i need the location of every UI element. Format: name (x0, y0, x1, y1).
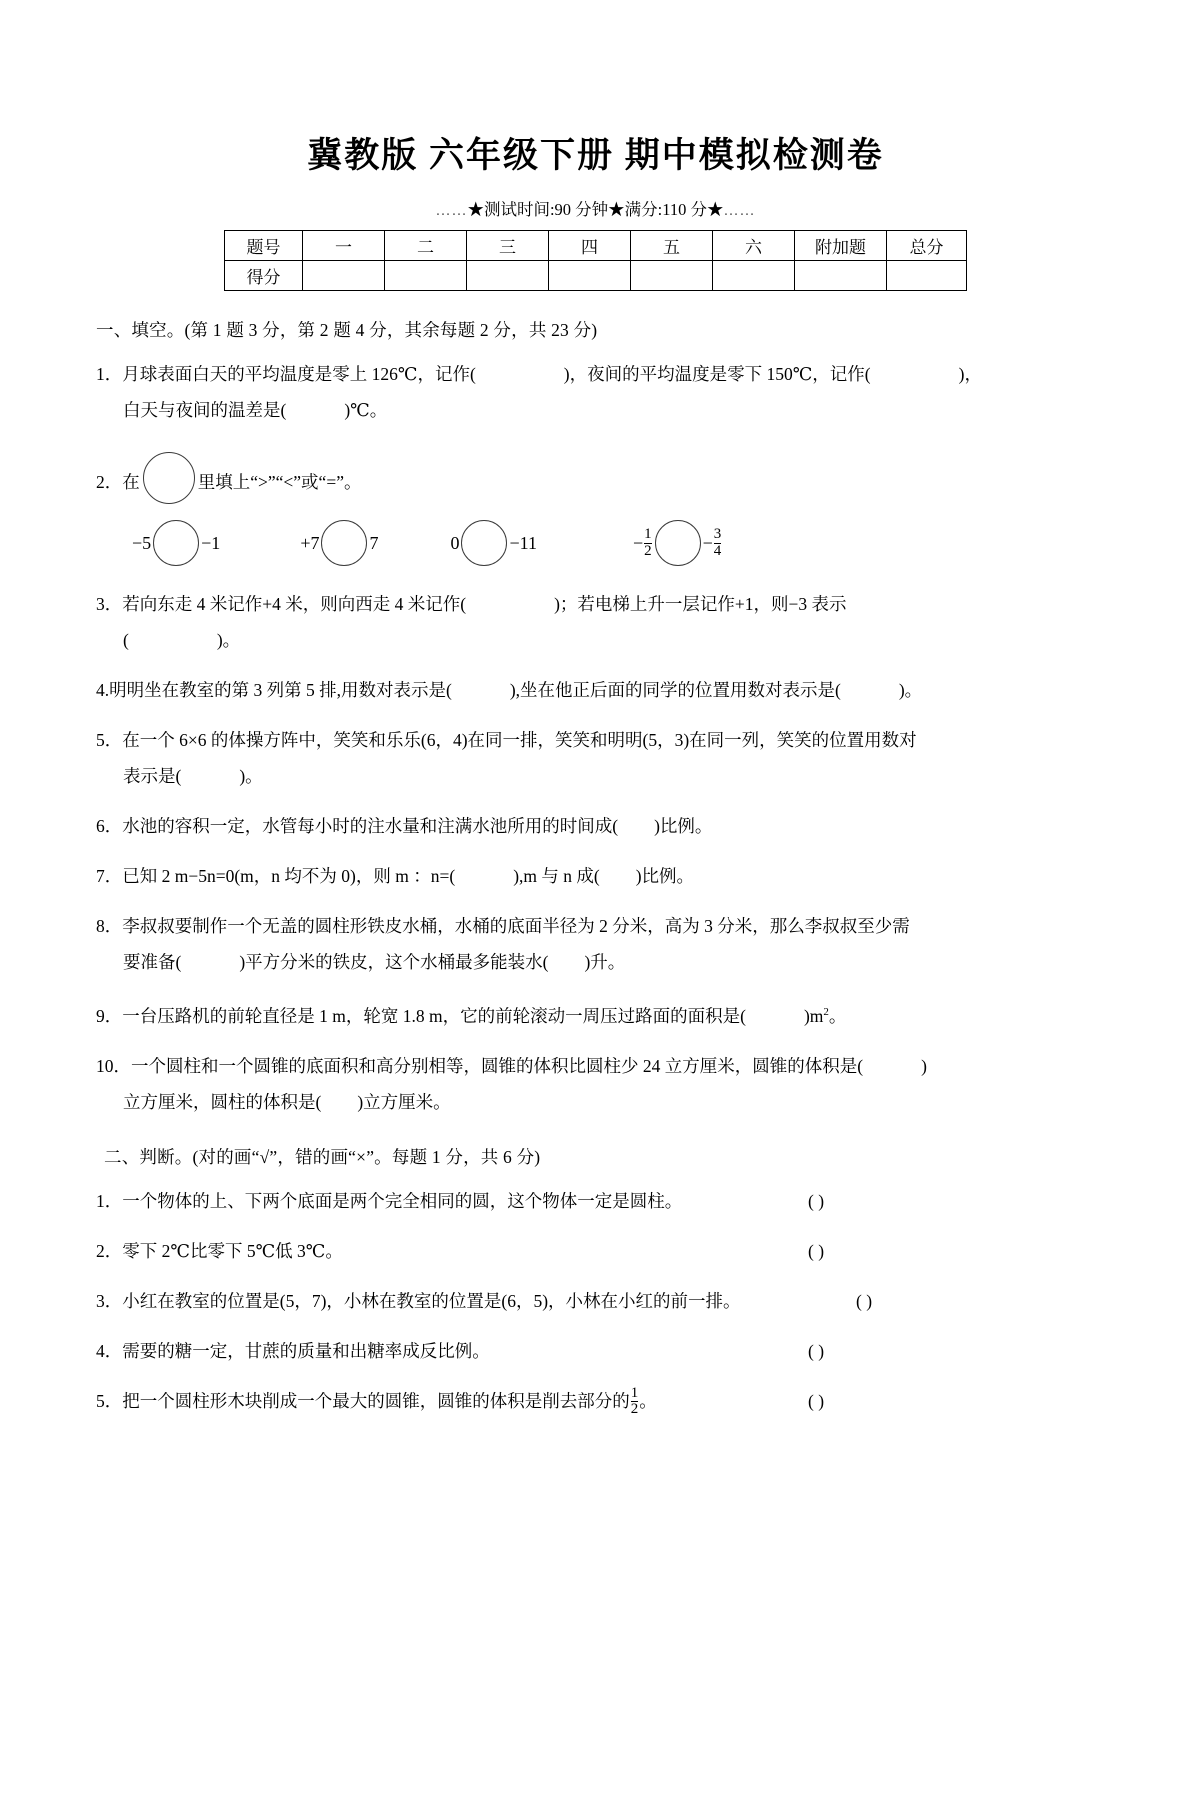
q5-number: 5． (96, 730, 123, 750)
score-cell-6[interactable] (713, 261, 795, 291)
j2-answer-box[interactable]: ( ) (808, 1240, 825, 1261)
q9-text-a: 一台压路机的前轮直径是 1 m，轮宽 1.8 m，它的前轮滚动一周压过路面的面积是( (122, 1005, 746, 1026)
q5-text-a: 在一个 6×6 的体操方阵中，笑笑和乐乐(6，4)在同一排，笑笑和明明(5，3)在同一列，笑笑的位置用数对 (122, 730, 917, 750)
table-row-headers (225, 231, 967, 261)
q4-text-b: ),坐在他正后面的同学的位置用数对表示是( (509, 680, 841, 700)
compare-item-4 (633, 520, 722, 566)
judge-question-4 (96, 1333, 1095, 1369)
score-cell-1[interactable] (303, 261, 385, 291)
compare-4-left-numerator: 1 (644, 526, 652, 543)
q1-text-a: 月球表面白天的平均温度是零上 126℃，记作( (122, 364, 476, 384)
q6-text-b: )比例。 (654, 816, 713, 836)
q7-number: 7． (96, 866, 123, 886)
j2-text: 零下 2℃比零下 5℃低 3℃。 (122, 1240, 343, 1261)
q6-number: 6． (96, 816, 123, 836)
fill-question-7 (96, 858, 1095, 894)
score-table-col-2: 二 (385, 231, 467, 261)
q10-text-c: 立方厘米，圆柱的体积是( (123, 1091, 322, 1112)
compare-3-left: 0 (450, 533, 460, 553)
score-cell-total[interactable] (887, 261, 967, 291)
j2-number: 2． (96, 1240, 123, 1261)
q6-text-a: 水池的容积一定，水管每小时的注水量和注满水池所用的时间成( (122, 816, 619, 836)
fill-question-4 (96, 672, 1095, 708)
q7-text-c: )比例。 (635, 866, 695, 886)
q9-text-b: )m (803, 1005, 824, 1026)
q8-line-2 (123, 944, 1095, 980)
compare-4-right-denominator: 4 (713, 542, 722, 559)
q9-number: 9． (96, 1005, 123, 1026)
section-2-heading: 二、判断。(对的画“√”，错的画“×”。每题 1 分，共 6 分) (104, 1146, 541, 1167)
q1-text-e: )℃。 (344, 400, 388, 420)
j5-fraction-denominator: 2 (630, 1401, 639, 1418)
compare-1-right: −1 (201, 533, 221, 553)
q3-text-d: )。 (216, 630, 241, 650)
j5-text-b: 。 (639, 1390, 657, 1411)
j5-fraction (631, 1386, 639, 1418)
judge-question-2 (96, 1233, 1095, 1269)
fill-question-3 (96, 586, 1095, 658)
compare-item-3 (450, 520, 536, 566)
score-table-label-1: 得分 (225, 261, 303, 291)
q3-line-2 (123, 622, 1095, 658)
q8-text-c: )平方分米的铁皮，这个水桶最多能装水( (239, 952, 549, 972)
compare-circle-4[interactable] (655, 520, 701, 566)
score-table-col-3: 三 (467, 231, 549, 261)
q3-text-c: ( (123, 630, 129, 650)
j3-text: 小红在教室的位置是(5，7)，小林在教室的位置是(6，5)，小林在小红的前一排。 (122, 1290, 741, 1311)
fill-question-1 (96, 356, 1095, 428)
compare-4-right-sign: − (702, 533, 713, 553)
exam-meta-line (0, 196, 1191, 220)
compare-4-left-sign: − (632, 533, 644, 553)
compare-1-left: −5 (132, 533, 152, 553)
q1-line-2 (123, 392, 1095, 428)
table-row-scores (225, 261, 967, 291)
q3-text-b: )；若电梯上升一层记作+1，则−3 表示 (554, 594, 847, 614)
compare-row (132, 520, 1095, 566)
score-cell-5[interactable] (631, 261, 713, 291)
j5-text-a: 把一个圆柱形木块削成一个最大的圆锥，圆锥的体积是削去部分的 (122, 1390, 630, 1411)
page-title: 冀教版 六年级下册 期中模拟检测卷 (307, 136, 884, 175)
section-1-heading: 一、填空。(第 1 题 3 分，第 2 题 4 分，其余每题 2 分，共 23 分) (96, 320, 598, 340)
compare-4-left-fraction (644, 527, 652, 559)
q8-text-a: 李叔叔要制作一个无盖的圆柱形铁皮水桶，水桶的底面半径为 2 分米，高为 3 分米，那么李叔叔至少需 (122, 916, 910, 936)
q1-number: 1． (96, 364, 123, 384)
j1-number: 1． (96, 1190, 123, 1211)
q5-text-c: )。 (239, 766, 263, 786)
judge-question-5 (96, 1383, 1095, 1419)
j1-answer-box[interactable]: ( ) (808, 1190, 825, 1211)
j4-answer-box[interactable]: ( ) (808, 1340, 825, 1361)
j3-number: 3． (96, 1290, 123, 1311)
q10-line-2 (123, 1084, 1095, 1120)
q2-text-b: 里填上“>”“<”或“=”。 (197, 472, 362, 492)
score-table-wrap (0, 230, 1191, 291)
q4-text-c: )。 (898, 680, 923, 700)
score-cell-4[interactable] (549, 261, 631, 291)
compare-circle-prompt[interactable] (143, 452, 195, 504)
q10-number: 10． (96, 1055, 131, 1076)
q9-unit-exponent: 2 (823, 1006, 829, 1018)
q10-text-b: ) (921, 1055, 927, 1076)
compare-circle-3[interactable] (461, 520, 507, 566)
score-table-col-extra: 附加题 (795, 231, 887, 261)
dots-left: …… (435, 203, 468, 219)
score-table-col-6: 六 (713, 231, 795, 261)
j4-number: 4． (96, 1340, 123, 1361)
compare-2-right: 7 (369, 533, 379, 553)
judge-question-3 (96, 1283, 1095, 1319)
score-table-label-0: 题号 (225, 231, 303, 261)
compare-item-2 (300, 520, 378, 566)
q9-text-c: 。 (828, 1005, 847, 1026)
q10-text-d: )立方厘米。 (357, 1091, 451, 1112)
score-table (224, 230, 967, 291)
q8-text-d: )升。 (584, 952, 626, 972)
score-cell-3[interactable] (467, 261, 549, 291)
compare-3-right: −11 (509, 533, 537, 553)
q2-number: 2． (96, 472, 123, 492)
score-table-col-1: 一 (303, 231, 385, 261)
score-cell-extra[interactable] (795, 261, 887, 291)
q5-line-2 (123, 758, 1095, 794)
fill-question-8 (96, 908, 1095, 980)
q1-text-d: 白天与夜间的温差是( (123, 400, 287, 420)
judge-question-1 (96, 1183, 1095, 1219)
q3-text-a: 若向东走 4 米记作+4 米，则向西走 4 米记作( (122, 594, 467, 614)
q1-text-b: )，夜间的平均温度是零下 150℃，记作( (563, 364, 871, 384)
j3-answer-box[interactable]: ( ) (856, 1290, 873, 1311)
q4-text-a: 明明坐在教室的第 3 列第 5 排,用数对表示是( (109, 680, 452, 700)
compare-2-left: +7 (300, 533, 320, 553)
q2-text-a: 在 (122, 472, 140, 492)
score-table-col-total: 总分 (887, 231, 967, 261)
compare-item-1 (132, 520, 220, 566)
q10-text-a: 一个圆柱和一个圆锥的底面积和高分别相等，圆锥的体积比圆柱少 24 立方厘米，圆锥的体积是( (131, 1055, 864, 1076)
compare-circle-2[interactable] (321, 520, 367, 566)
exam-page (0, 128, 1191, 1812)
q4-number: 4. (96, 680, 110, 700)
fill-question-6 (96, 808, 1095, 844)
fill-question-5 (96, 722, 1095, 794)
fill-question-2 (96, 452, 1095, 566)
exam-content (96, 317, 1095, 1419)
j5-fraction-numerator: 1 (630, 1384, 639, 1401)
q7-text-b: ),m 与 n 成( (513, 866, 600, 886)
exam-meta-text: ★测试时间:90 分钟★满分:110 分★ (467, 200, 724, 219)
j5-answer-box[interactable]: ( ) (808, 1390, 825, 1411)
q1-text-c: )， (958, 364, 982, 384)
fill-question-10 (96, 1048, 1095, 1120)
score-table-col-4: 四 (549, 231, 631, 261)
score-cell-2[interactable] (385, 261, 467, 291)
compare-4-left-denominator: 2 (644, 542, 652, 559)
j5-number: 5． (96, 1390, 123, 1411)
q3-number: 3． (96, 594, 123, 614)
compare-circle-1[interactable] (153, 520, 199, 566)
q7-text-a: 已知 2 m−5n=0(m，n 均不为 0)，则 m ：n=( (122, 866, 456, 886)
q8-text-b: 要准备( (123, 952, 182, 972)
compare-4-right-numerator: 3 (713, 526, 722, 543)
dots-right: …… (723, 203, 756, 219)
j4-text: 需要的糖一定，甘蔗的质量和出糖率成反比例。 (122, 1340, 490, 1361)
score-table-col-5: 五 (631, 231, 713, 261)
j1-text: 一个物体的上、下两个底面是两个完全相同的圆，这个物体一定是圆柱。 (122, 1190, 683, 1211)
q5-text-b: 表示是( (123, 766, 182, 786)
q8-number: 8． (96, 916, 123, 936)
compare-4-right-fraction (714, 527, 722, 559)
fill-question-9 (96, 994, 1095, 1034)
